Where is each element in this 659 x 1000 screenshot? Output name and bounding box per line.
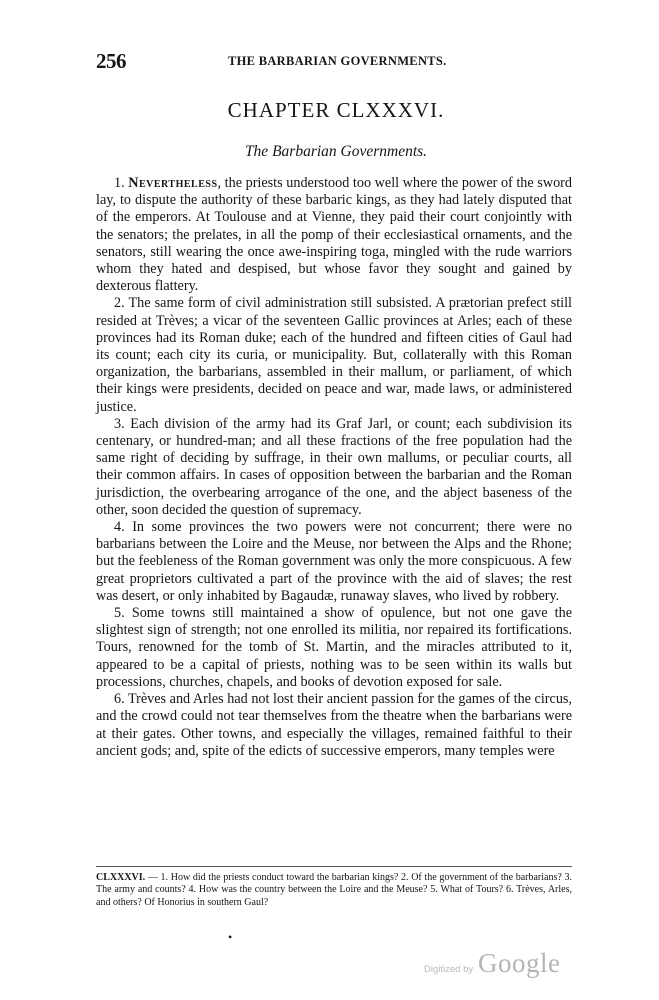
paragraph-number: 5. [114, 605, 132, 622]
digitized-watermark [424, 948, 594, 982]
paragraph [96, 605, 572, 691]
footnote-text: — 1. How did the priests conduct toward the barbarian kings? 2. Of the government of the barbarians? 3. The army and counts? 4. How was the country between the Loire and the Meuse? 5. What of Tours? 6. Trèves, Arles, and others? Of Honorius in southern Gaul? [96, 872, 572, 908]
chapter-title: The Barbarian Governments. [244, 143, 428, 160]
ornament-bullet: • [228, 930, 233, 944]
paragraph-text: In some provinces the two powers were not concurrent; there were no barbarians between the Loire and the Meuse, nor between the Alps and the Rhone; but the feebleness of the Roman government was only the more conspicuous. A few great proprietors cultivated a part of the province with the aid of slaves; the rest was desert, or only inhabited by Bagaudæ, runaway slaves, who lived by robbery. [96, 519, 572, 604]
paragraph-number: 6. [114, 691, 128, 708]
paragraph [96, 691, 572, 760]
paragraph-number: 1. [114, 175, 129, 191]
paragraph-number: 3. [114, 415, 131, 432]
footnote-label: CLXXXVI. [96, 872, 146, 883]
paragraph [96, 295, 572, 415]
paragraph-text: Trèves and Arles had not lost their ancient passion for the games of the circus, and the crowd could not tear themselves from the theatre when the barbarians were at their gates. Other towns, and especially the villages, remained faithful to their ancient gods; and, spite of the edicts of successive emperors, many temples were [96, 691, 572, 759]
paragraph-number: 4. [114, 519, 133, 536]
paragraph [96, 519, 572, 605]
footnote-divider [96, 866, 572, 867]
watermark-prefix: Digitized by [424, 964, 474, 975]
paragraph-text: , the priests understood too well where the power of the sword lay, to dispute the authority of these barbaric kings, as they had lately disputed that of the emperors. At Toulouse and at Vienne, they paid their court conjointly with the senators; the prelates, in all the pomp of their ecclesiastical ornaments, and the senators, still wearing the once awe-inspiring toga, mingled with the rude warriors whom they hated and despised, but whose favor they sought and gained by dexterous flattery. [96, 175, 572, 295]
paragraph-number: 2. [114, 295, 129, 312]
paragraph-text: Some towns still maintained a show of opulence, but not one gave the slightest sign of strength; not one enrolled its militia, nor repaired its fortifications. Tours, renowned for the tomb of St. Martin, and the miracles attributed to it, appeared to be a capital of priests, nothing was to be seen within its walls but processions, churches, chapels, and books of devotion exposed for sale. [96, 605, 573, 690]
body-text [96, 175, 572, 760]
paragraph [96, 416, 572, 519]
footnote [96, 872, 572, 909]
paragraph-text: Each division of the army had its Graf Jarl, or count; each subdivision its centenary, or hundred-man; and all these fractions of the free population had the same right of deciding by suffrage, in their own mallums, or peculiar courts, all their common affairs. In cases of opposition between the barbarian and the Roman jurisdiction, the overbearing arrogance of the one, and the abject baseness of the other, soon decided the question of supremacy. [96, 415, 572, 518]
paragraph [96, 175, 572, 295]
running-header [96, 49, 576, 71]
running-title: THE BARBARIAN GOVERNMENTS. [228, 54, 447, 68]
lead-word: Nevertheless [128, 175, 218, 191]
chapter-heading: CHAPTER CLXXXVI. [227, 98, 445, 122]
paragraph-text: The same form of civil administration still subsisted. A prætorian prefect still resided at Trèves; a vicar of the seventeen Gallic provinces at Arles; each of these provinces had its Roman duke; each of the hundred and fifteen cities of Gaul had its count; each city its curia, or municipality. But, collaterally with this Roman organization, the barbarians, assembled in their mallum, or parliament, of which their kings were presidents, decided on peace and war, made laws, or administered justice. [96, 295, 573, 415]
google-logo: Google [478, 948, 561, 978]
page-number: 256 [96, 49, 126, 73]
